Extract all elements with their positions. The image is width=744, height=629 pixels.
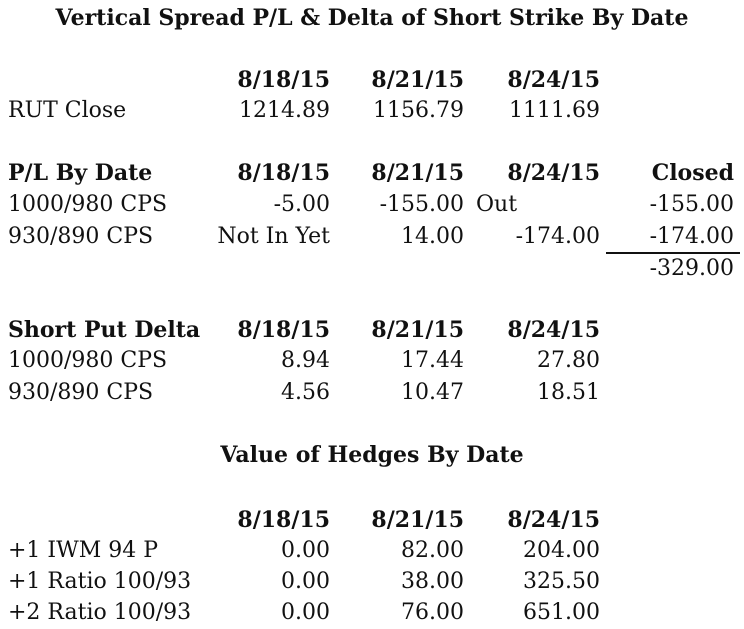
page-title: Vertical Spread P/L & Delta of Short Strike By Date — [55, 5, 689, 31]
hedge-cell: 651.00 — [523, 600, 600, 625]
pl-cell: -5.00 — [273, 192, 330, 217]
rut-date-2: 8/21/15 — [371, 67, 464, 93]
delta-cell: 8.94 — [281, 348, 330, 373]
delta-date-2: 8/21/15 — [371, 317, 464, 343]
delta-date-1: 8/18/15 — [237, 317, 330, 343]
hedge-cell: 0.00 — [281, 600, 330, 625]
pl-date-3: 8/24/15 — [507, 160, 600, 186]
delta-cell: 10.47 — [401, 380, 464, 405]
hedge-cell: 0.00 — [281, 569, 330, 594]
hedge-cell: 76.00 — [401, 600, 464, 625]
hedge-cell: 82.00 — [401, 538, 464, 563]
delta-header: Short Put Delta — [8, 317, 201, 343]
pl-date-2: 8/21/15 — [371, 160, 464, 186]
hedges-date-2: 8/21/15 — [371, 507, 464, 533]
pl-closed-cell: -174.00 — [649, 224, 734, 249]
pl-row-label: 930/890 CPS — [8, 224, 154, 249]
pl-total: -329.00 — [649, 256, 734, 281]
delta-cell: 4.56 — [281, 380, 330, 405]
rut-close-value: 1214.89 — [239, 98, 330, 123]
hedge-cell: 204.00 — [523, 538, 600, 563]
hedge-cell: 0.00 — [281, 538, 330, 563]
rut-date-3: 8/24/15 — [507, 67, 600, 93]
delta-cell: 27.80 — [537, 348, 600, 373]
delta-cell: 18.51 — [537, 380, 600, 405]
hedge-cell: 38.00 — [401, 569, 464, 594]
delta-row-label: 1000/980 CPS — [8, 348, 168, 373]
rut-close-label: RUT Close — [8, 98, 127, 123]
delta-date-3: 8/24/15 — [507, 317, 600, 343]
hedge-row-label: +2 Ratio 100/93 — [8, 600, 192, 625]
hedges-title: Value of Hedges By Date — [220, 442, 524, 468]
pl-cell: 14.00 — [401, 224, 464, 249]
rut-date-1: 8/18/15 — [237, 67, 330, 93]
pl-closed-cell: -155.00 — [649, 192, 734, 217]
delta-cell: 17.44 — [401, 348, 464, 373]
pl-cell: -155.00 — [379, 192, 464, 217]
hedge-row-label: +1 IWM 94 P — [8, 538, 159, 563]
rut-close-value: 1156.79 — [373, 98, 464, 123]
hedges-date-3: 8/24/15 — [507, 507, 600, 533]
pl-cell: Not In Yet — [217, 224, 330, 249]
delta-row-label: 930/890 CPS — [8, 380, 154, 405]
total-rule — [606, 252, 740, 254]
hedges-date-1: 8/18/15 — [237, 507, 330, 533]
pl-cell-out: Out — [476, 192, 518, 217]
pl-header: P/L By Date — [8, 160, 153, 186]
rut-close-value: 1111.69 — [509, 98, 600, 123]
pl-closed-header: Closed — [651, 160, 734, 186]
pl-date-1: 8/18/15 — [237, 160, 330, 186]
pl-cell: -174.00 — [515, 224, 600, 249]
pl-row-label: 1000/980 CPS — [8, 192, 168, 217]
hedge-cell: 325.50 — [523, 569, 600, 594]
hedge-row-label: +1 Ratio 100/93 — [8, 569, 192, 594]
